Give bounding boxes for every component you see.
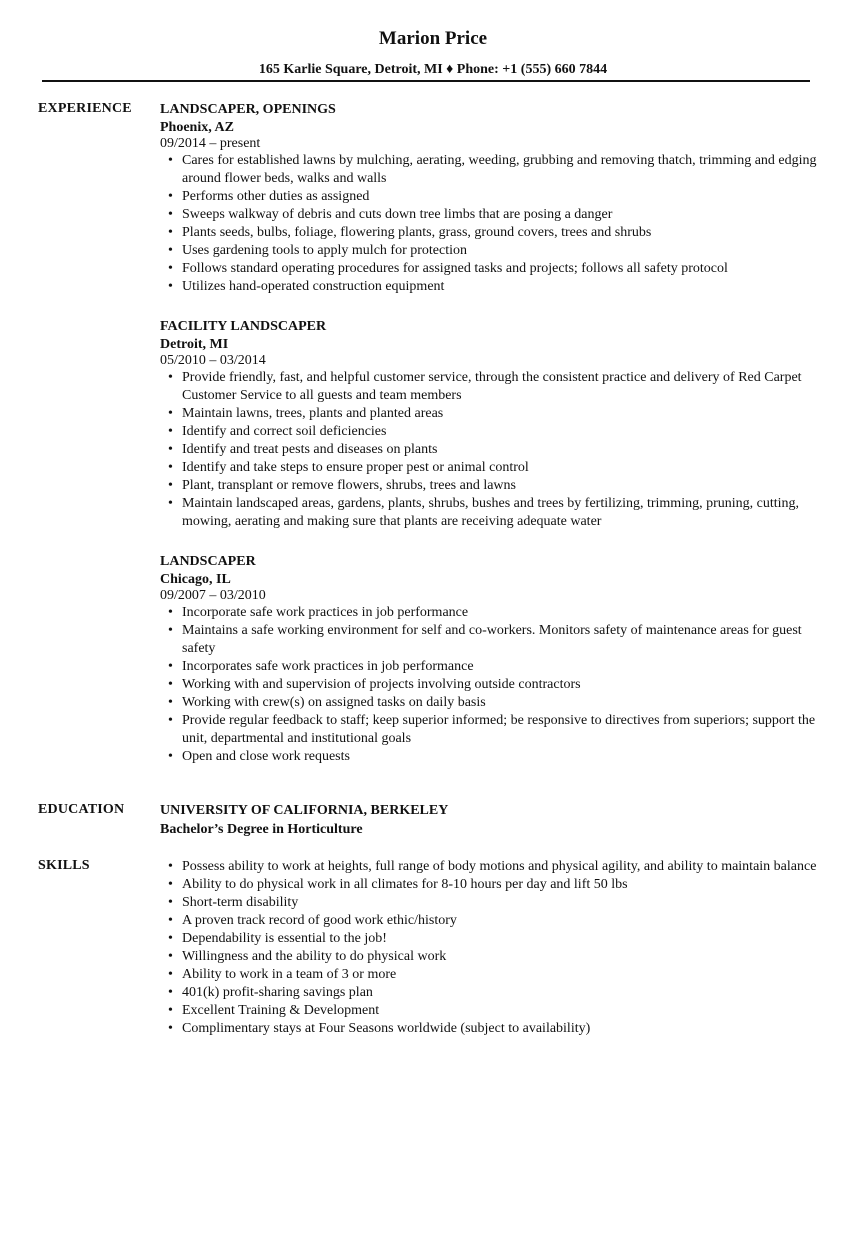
job-location: Detroit, MI [160, 337, 229, 352]
job-title: FACILITY LANDSCAPER [160, 319, 327, 334]
job-duty: • Follows standard operating procedures for assigned tasks and projects; follows all safety protocol [182, 260, 820, 278]
job-duty: • Uses gardening tools to apply mulch for protection [182, 242, 820, 260]
skill-item: • Possess ability to work at heights, full range of body motions and physical agility, and ability to maintain balance [182, 858, 820, 876]
job-duties-list [160, 152, 820, 296]
skill-item: • 401(k) profit-sharing savings plan [182, 984, 820, 1002]
skill-item: • A proven track record of good work ethic/history [182, 912, 820, 930]
job-duties-list [160, 369, 820, 531]
job-duty: • Maintain lawns, trees, plants and planted areas [182, 405, 820, 423]
skill-item: • Dependability is essential to the job! [182, 930, 820, 948]
job-duty: • Plants seeds, bulbs, foliage, flowering plants, grass, ground covers, trees and shrubs [182, 224, 820, 242]
header-divider [42, 80, 810, 82]
job-duty: • Utilizes hand-operated construction equipment [182, 278, 820, 296]
degree-name: Bachelor’s Degree in Horticulture [160, 822, 363, 837]
job-duty: • Identify and treat pests and diseases on plants [182, 441, 820, 459]
job-duties-list [160, 604, 820, 766]
job-duty: • Plant, transplant or remove flowers, shrubs, trees and lawns [182, 477, 820, 495]
school-name: UNIVERSITY OF CALIFORNIA, BERKELEY [160, 803, 449, 818]
skill-item: • Short-term disability [182, 894, 820, 912]
education-label: EDUCATION [38, 802, 125, 817]
job-duty: • Provide regular feedback to staff; keep superior informed; be responsive to directives from superiors; support the unit, departmental and institutional goals [182, 712, 820, 748]
job-duty: • Provide friendly, fast, and helpful customer service, through the consistent practice and delivery of Red Carpet Customer Service to all guests and team members [182, 369, 820, 405]
skill-item: • Ability to do physical work in all climates for 8-10 hours per day and lift 50 lbs [182, 876, 820, 894]
skills-list [160, 858, 820, 1038]
job-duty: • Working with crew(s) on assigned tasks on daily basis [182, 694, 820, 712]
job-duty: • Incorporates safe work practices in job performance [182, 658, 820, 676]
job-duty: • Identify and take steps to ensure proper pest or animal control [182, 459, 820, 477]
candidate-name: Marion Price [378, 28, 488, 49]
job-entry [160, 553, 820, 766]
skills-body [160, 858, 820, 1038]
job-entry [160, 101, 820, 296]
skill-item: • Ability to work in a team of 3 or more [182, 966, 820, 984]
job-duty: • Incorporate safe work practices in job performance [182, 604, 820, 622]
job-title: LANDSCAPER [160, 554, 256, 569]
experience-body [160, 101, 820, 788]
job-dates: 09/2007 – 03/2010 [160, 588, 266, 603]
job-dates: 09/2014 – present [160, 136, 261, 151]
job-duty: • Open and close work requests [182, 748, 820, 766]
skill-item: • Excellent Training & Development [182, 1002, 820, 1020]
skill-item: • Complimentary stays at Four Seasons worldwide (subject to availability) [182, 1020, 820, 1038]
skills-label: SKILLS [38, 858, 90, 873]
job-duty: • Working with and supervision of projects involving outside contractors [182, 676, 820, 694]
job-location: Chicago, IL [160, 572, 231, 587]
job-title: LANDSCAPER, OPENINGS [160, 102, 336, 117]
job-dates: 05/2010 – 03/2014 [160, 353, 266, 368]
experience-label: EXPERIENCE [38, 101, 132, 116]
job-duty: • Maintains a safe working environment for self and co-workers. Monitors safety of maintenance areas for guest safety [182, 622, 820, 658]
job-duty: • Performs other duties as assigned [182, 188, 820, 206]
job-location: Phoenix, AZ [160, 120, 234, 135]
job-duty: • Cares for established lawns by mulching, aerating, weeding, grubbing and removing thatch, trimming and edging around flower beds, walks and walls [182, 152, 820, 188]
contact-line: 165 Karlie Square, Detroit, MI ♦ Phone: +1 (555) 660 7844 [258, 62, 608, 77]
skill-item: • Willingness and the ability to do physical work [182, 948, 820, 966]
job-duty: • Sweeps walkway of debris and cuts down tree limbs that are posing a danger [182, 206, 820, 224]
job-duty: • Maintain landscaped areas, gardens, plants, shrubs, bushes and trees by fertilizing, trimming, pruning, cutting, mowing, aerating and making sure that plants are receiving adequate water [182, 495, 820, 531]
job-duty: • Identify and correct soil deficiencies [182, 423, 820, 441]
job-entry [160, 318, 820, 531]
education-body [160, 802, 820, 840]
